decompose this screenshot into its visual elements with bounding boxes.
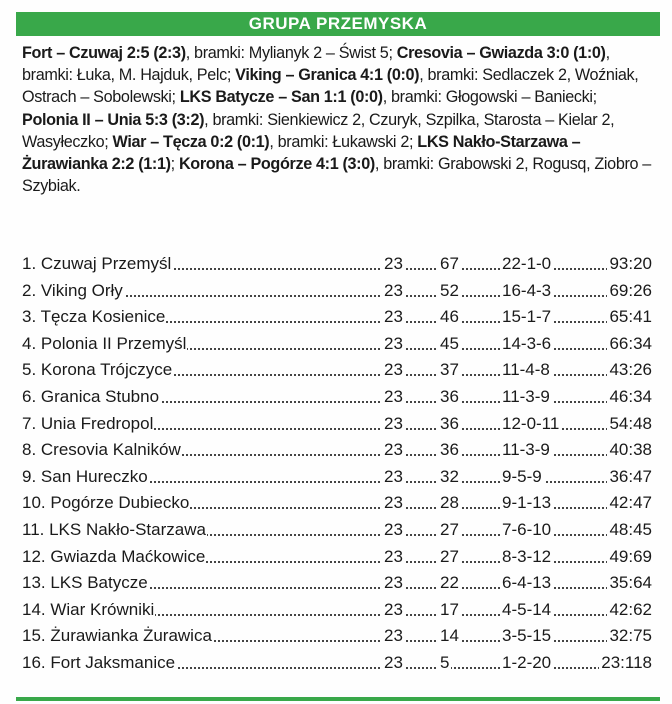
games-played: 23 bbox=[382, 597, 405, 624]
team-name: 5. Korona Trójczyce bbox=[22, 357, 173, 384]
match-scorers: , bramki: Łukawski 2; bbox=[269, 132, 418, 151]
team-name: 7. Unia Fredropol bbox=[22, 411, 154, 438]
goal-difference: 46:34 bbox=[607, 384, 652, 411]
table-row bbox=[22, 650, 652, 677]
team-name: 1. Czuwaj Przemyśl bbox=[22, 251, 172, 278]
section-title: GRUPA PRZEMYSKA bbox=[248, 14, 428, 33]
team-name: 16. Fort Jaksmanice bbox=[22, 650, 176, 677]
match-score: Viking – Granica 4:1 (0:0) bbox=[235, 66, 420, 85]
goal-difference: 93:20 bbox=[607, 251, 652, 278]
match-score: LKS Batycze – San 1:1 (0:0) bbox=[179, 88, 383, 107]
team-name: 3. Tęcza Kosienice bbox=[22, 304, 166, 331]
win-draw-loss: 3-5-15 bbox=[500, 623, 553, 650]
table-row bbox=[22, 464, 652, 491]
team-name: 6. Granica Stubno bbox=[22, 384, 160, 411]
team-name: 13. LKS Batycze bbox=[22, 570, 149, 597]
goal-difference: 49:69 bbox=[607, 544, 652, 571]
games-played: 23 bbox=[382, 623, 405, 650]
table-row bbox=[22, 517, 652, 544]
table-row bbox=[22, 544, 652, 571]
match-scorers: , bramki: Grabowski 2, Rogusq, Ziobro – Szybiak. bbox=[22, 155, 651, 196]
points: 52 bbox=[438, 278, 461, 305]
team-name: 15. Żurawianka Żurawica bbox=[22, 623, 213, 650]
games-played: 23 bbox=[382, 490, 405, 517]
win-draw-loss: 6-4-13 bbox=[500, 570, 553, 597]
table-row bbox=[22, 304, 652, 331]
win-draw-loss: 11-3-9 bbox=[500, 437, 552, 464]
table-row bbox=[22, 331, 652, 358]
match-score: Polonia II – Unia 5:3 (3:2) bbox=[22, 110, 205, 129]
table-row bbox=[22, 384, 652, 411]
games-played: 23 bbox=[382, 544, 405, 571]
points: 37 bbox=[438, 357, 461, 384]
match-results-paragraph bbox=[22, 42, 654, 197]
match-scorers: , bramki: Głogowski – Baniecki; bbox=[382, 88, 597, 107]
goal-difference: 65:41 bbox=[607, 304, 652, 331]
win-draw-loss: 9-1-13 bbox=[500, 490, 553, 517]
league-standings-table bbox=[22, 251, 652, 677]
goal-difference: 69:26 bbox=[607, 278, 652, 305]
games-played: 23 bbox=[382, 411, 405, 438]
match-scorers: , bramki: Sedlaczek 2, Woźniak, Ostrach – Sobolewski; bbox=[22, 66, 639, 107]
goal-difference: 35:64 bbox=[607, 570, 652, 597]
table-row bbox=[22, 623, 652, 650]
goal-difference: 40:38 bbox=[607, 437, 652, 464]
games-played: 23 bbox=[382, 331, 405, 358]
games-played: 23 bbox=[382, 278, 405, 305]
match-score: Wiar – Tęcza 0:2 (0:1) bbox=[112, 132, 270, 151]
games-played: 23 bbox=[382, 251, 405, 278]
points: 28 bbox=[438, 490, 461, 517]
table-row bbox=[22, 437, 652, 464]
games-played: 23 bbox=[382, 464, 405, 491]
table-row bbox=[22, 490, 652, 517]
points: 27 bbox=[438, 517, 461, 544]
goal-difference: 48:45 bbox=[607, 517, 652, 544]
goal-difference: 66:34 bbox=[607, 331, 652, 358]
team-name: 12. Gwiazda Maćkowice bbox=[22, 544, 206, 571]
table-row bbox=[22, 570, 652, 597]
games-played: 23 bbox=[382, 304, 405, 331]
table-row bbox=[22, 251, 652, 278]
games-played: 23 bbox=[382, 650, 405, 677]
team-name: 11. LKS Nakło-Starzawa bbox=[22, 517, 207, 544]
match-scorers: , bramki: Sienkiewicz 2, Czuryk, Szpilka, Starosta – Kielar 2, Wasyłeczko; bbox=[22, 110, 615, 151]
table-row bbox=[22, 411, 652, 438]
games-played: 23 bbox=[382, 517, 405, 544]
table-row bbox=[22, 357, 652, 384]
team-name: 8. Cresovia Kalników bbox=[22, 437, 182, 464]
team-name: 9. San Hureczko bbox=[22, 464, 149, 491]
match-score: Korona – Pogórze 4:1 (3:0) bbox=[178, 155, 375, 174]
points: 14 bbox=[438, 623, 461, 650]
games-played: 23 bbox=[382, 384, 405, 411]
table-row bbox=[22, 278, 652, 305]
goal-difference: 42:62 bbox=[607, 597, 652, 624]
bottom-rule bbox=[16, 697, 660, 701]
win-draw-loss: 14-3-6 bbox=[500, 331, 553, 358]
win-draw-loss: 4-5-14 bbox=[500, 597, 553, 624]
match-score: Fort – Czuwaj 2:5 (2:3) bbox=[22, 44, 186, 62]
section-header bbox=[16, 12, 660, 36]
points: 22 bbox=[438, 570, 461, 597]
match-score: Cresovia – Gwiazda 3:0 (1:0) bbox=[396, 44, 606, 62]
match-scorers: ; bbox=[170, 155, 179, 174]
table-row bbox=[22, 597, 652, 624]
win-draw-loss: 22-1-0 bbox=[500, 251, 553, 278]
win-draw-loss: 9-5-9 bbox=[500, 464, 544, 491]
points: 67 bbox=[438, 251, 461, 278]
win-draw-loss: 12-0-11 bbox=[500, 411, 561, 438]
goal-difference: 43:26 bbox=[607, 357, 652, 384]
goal-difference: 42:47 bbox=[607, 490, 652, 517]
goal-difference: 32:75 bbox=[607, 623, 652, 650]
points: 46 bbox=[438, 304, 461, 331]
points: 45 bbox=[438, 331, 461, 358]
team-name: 4. Polonia II Przemyśl bbox=[22, 331, 187, 358]
match-score: LKS Nakło-Starzawa – Żurawianka 2:2 (1:1) bbox=[22, 132, 581, 174]
win-draw-loss: 7-6-10 bbox=[500, 517, 553, 544]
games-played: 23 bbox=[382, 570, 405, 597]
games-played: 23 bbox=[382, 357, 405, 384]
win-draw-loss: 1-2-20 bbox=[500, 650, 553, 677]
win-draw-loss: 16-4-3 bbox=[500, 278, 553, 305]
goal-difference: 23:118 bbox=[599, 650, 652, 677]
team-name: 14. Wiar Krówniki bbox=[22, 597, 155, 624]
goal-difference: 54:48 bbox=[607, 411, 652, 438]
match-scorers: , bramki: Łuka, M. Hajduk, Pelc; bbox=[22, 44, 610, 85]
points: 36 bbox=[438, 437, 461, 464]
points: 27 bbox=[438, 544, 461, 571]
games-played: 23 bbox=[382, 437, 405, 464]
points: 17 bbox=[438, 597, 461, 624]
win-draw-loss: 8-3-12 bbox=[500, 544, 553, 571]
points: 5 bbox=[438, 650, 451, 677]
points: 32 bbox=[438, 464, 461, 491]
team-name: 2. Viking Orły bbox=[22, 278, 124, 305]
points: 36 bbox=[438, 411, 461, 438]
match-scorers: , bramki: Mylianyk 2 – Świst 5; bbox=[185, 44, 397, 62]
team-name: 10. Pogórze Dubiecko bbox=[22, 490, 190, 517]
win-draw-loss: 15-1-7 bbox=[500, 304, 553, 331]
goal-difference: 36:47 bbox=[607, 464, 652, 491]
points: 36 bbox=[438, 384, 461, 411]
win-draw-loss: 11-3-9 bbox=[500, 384, 552, 411]
win-draw-loss: 11-4-8 bbox=[500, 357, 552, 384]
